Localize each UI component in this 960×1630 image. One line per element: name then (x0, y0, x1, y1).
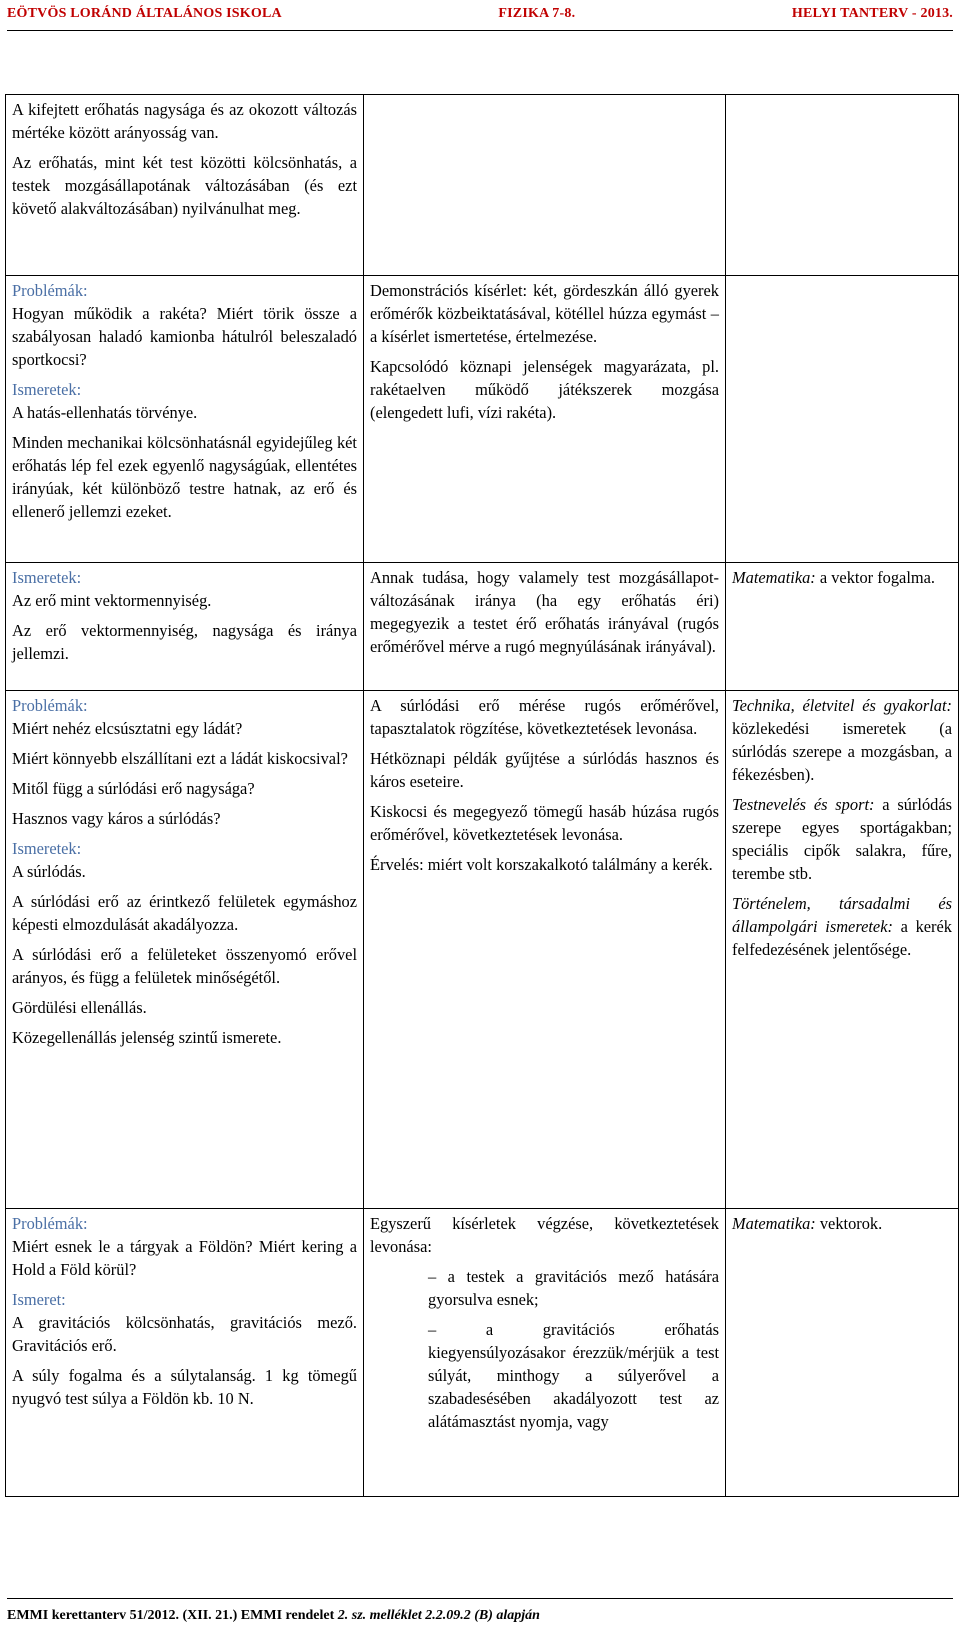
table-row (6, 691, 959, 1209)
cell-paragraph: Az erő vektormennyiség, nagysága és iránya jellemzi. (12, 621, 357, 663)
subject-name: Matematika: (732, 1214, 816, 1233)
section-label: Problémák: (12, 696, 88, 715)
table-cell-col2 (364, 276, 726, 563)
table-cell-col3 (726, 276, 959, 563)
subject-text: a súrlódás szerepe egyes sportágakban; speciális cipők salakra, fűre, terembe stb. (732, 795, 952, 883)
table-row (6, 276, 959, 563)
label-line (12, 1212, 357, 1235)
subject-text: a kerék felfedezésének jelentősége. (732, 917, 952, 959)
cell-paragraph: Minden mechanikai kölcsönhatásnál egyidejűleg két erőhatás lép fel ezek egyenlő nagyságúak, ellentétes irányúak, két különböző testre hatnak, az erő és ellenerő jellemzi ezeket. (12, 433, 357, 521)
table-cell-col2 (364, 691, 726, 1209)
cell-paragraph: A hatás-ellenhatás törvénye. (12, 403, 198, 422)
cell-paragraph: Kiskocsi és megegyező tömegű hasáb húzása rugós erőmérővel, következtetések levonása. (370, 802, 719, 844)
section-label: Ismeret: (12, 1290, 66, 1309)
page-footer (7, 1598, 953, 1624)
cell-paragraph: – a gravitációs erőhatás kiegyensúlyozásakor érezzük/mérjük a test súlyát, minthogy a súlyerővel a szabadesésében akadályozott test az alátámasztást nyomja, vagy (428, 1320, 719, 1431)
subject-name: Matematika: (732, 568, 816, 587)
cell-paragraph: Egyszerű kísérletek végzése, következtetések levonása: (370, 1214, 719, 1256)
cross-subject-link (732, 793, 952, 885)
cross-subject-link (732, 1212, 952, 1235)
section-label: Problémák: (12, 1214, 88, 1233)
table-cell-col1 (6, 95, 364, 276)
cell-paragraph: Miért esnek le a tárgyak a Földön? Miért kering a Hold a Föld körül? (12, 1237, 357, 1279)
cell-paragraph: A súrlódási erő az érintkező felületek egymáshoz képesti elmozdulását akadályozza. (12, 892, 357, 934)
cell-paragraph: A súrlódás. (12, 862, 86, 881)
cross-subject-link (732, 892, 952, 961)
subject-name: Technika, életvitel és gyakorlat: (732, 696, 952, 715)
cell-paragraph: Érvelés: miért volt korszakalkotó találmány a kerék. (370, 855, 713, 874)
cell-paragraph: Az erő mint vektormennyiség. (12, 591, 212, 610)
cell-paragraph: A súly fogalma és a súlytalanság. 1 kg tömegű nyugvó test súlya a Földön kb. 10 N. (12, 1366, 357, 1408)
table-row (6, 1209, 959, 1497)
table-cell-col1 (6, 563, 364, 691)
table-cell-col1 (6, 691, 364, 1209)
subject-text: közlekedési ismeretek (a súrlódás szerepe a mozgásban, a fékezésben). (732, 719, 952, 784)
table-cell-col1 (6, 276, 364, 563)
cell-paragraph: A kifejtett erőhatás nagysága és az okozott változás mértéke között arányosság van. (12, 100, 357, 142)
cross-subject-link (732, 566, 952, 589)
cell-paragraph: Demonstrációs kísérlet: két, gördeszkán álló gyerek erőmérők közbeiktatásával, kötéllel húzza egymást – a kísérlet ismertetése, értelmezése. (370, 281, 719, 346)
cross-subject-link (732, 694, 952, 786)
label-line (12, 566, 357, 589)
subject-text: vektorok. (819, 1214, 883, 1233)
cell-paragraph: Mitől függ a súrlódási erő nagysága? (12, 779, 255, 798)
table-cell-col1 (6, 1209, 364, 1497)
label-line (12, 694, 357, 717)
table-row (6, 95, 959, 276)
table-cell-col3 (726, 691, 959, 1209)
table-cell-col2 (364, 95, 726, 276)
cell-paragraph: Miért nehéz elcsúsztatni egy ládát? (12, 719, 243, 738)
cell-paragraph: A súrlódási erő mérése rugós erőmérővel, tapasztalatok rögzítése, következtetések levonása. (370, 696, 719, 738)
table-row (6, 563, 959, 691)
subject-text: a vektor fogalma. (819, 568, 936, 587)
cell-paragraph: Közegellenállás jelenség szintű ismerete. (12, 1028, 282, 1047)
cell-paragraph: Hogyan működik a rakéta? Miért törik össze a szabályosan haladó kamionba hátulról beleszaladó sportkocsi? (12, 304, 357, 369)
table-cell-col3 (726, 563, 959, 691)
subject-name: FIZIKA 7-8. (498, 6, 576, 21)
cell-paragraph: Gördülési ellenállás. (12, 998, 147, 1017)
cell-paragraph: Hasznos vagy káros a súrlódás? (12, 809, 221, 828)
footer-prefix: EMMI kerettanterv 51/2012. (XII. 21.) EMMI rendelet (7, 1608, 335, 1623)
label-line (12, 279, 357, 302)
cell-paragraph: Hétköznapi példák gyűjtése a súrlódás hasznos és káros eseteire. (370, 749, 719, 791)
cell-paragraph: A gravitációs kölcsönhatás, gravitációs mező. Gravitációs erő. (12, 1313, 357, 1355)
table-cell-col2 (364, 1209, 726, 1497)
subject-name: Történelem, társadalmi és állampolgári ismeretek: (732, 894, 952, 936)
cell-paragraph: A súrlódási erő a felületeket összenyomó erővel arányos, és függ a felületek minőségétől. (12, 945, 357, 987)
cell-paragraph: – a testek a gravitációs mező hatására gyorsulva esnek; (428, 1267, 719, 1309)
cell-paragraph: Kapcsolódó köznapi jelenségek magyarázata, pl. rakétaelven működő játékszerek mozgása (elengedett lufi, vízi rakéta). (370, 357, 719, 422)
page-header (7, 6, 953, 31)
table-cell-col3 (726, 1209, 959, 1497)
table-cell-col2 (364, 563, 726, 691)
table-cell-col3 (726, 95, 959, 276)
footer-suffix: 2. sz. melléklet 2.2.09.2 (B) alapján (337, 1608, 540, 1623)
cell-paragraph: Miért könnyebb elszállítani ezt a ládát kiskocsival? (12, 749, 348, 768)
section-label: Problémák: (12, 281, 88, 300)
label-line (12, 837, 357, 860)
school-name: EÖTVÖS LORÁND ÁLTALÁNOS ISKOLA (7, 6, 282, 21)
cell-paragraph: Annak tudása, hogy valamely test mozgásállapot-változásának iránya (ha egy erőhatás éri) megegyezik a testet érő erőhatás irányával (rugós erőmérővel mérve a rugó megnyúlásának irányával). (370, 568, 719, 656)
section-label: Ismeretek: (12, 839, 82, 858)
subject-name: Testnevelés és sport: (732, 795, 875, 814)
cell-paragraph: Az erőhatás, mint két test közötti kölcsönhatás, a testek mozgásállapotának változásában (és ezt követő alakváltozásában) nyilvánulhat meg. (12, 153, 357, 218)
label-line (12, 378, 357, 401)
curriculum-title: HELYI TANTERV - 2013. (791, 6, 953, 21)
section-label: Ismeretek: (12, 380, 82, 399)
curriculum-table (5, 94, 959, 1497)
section-label: Ismeretek: (12, 568, 82, 587)
label-line (12, 1288, 357, 1311)
